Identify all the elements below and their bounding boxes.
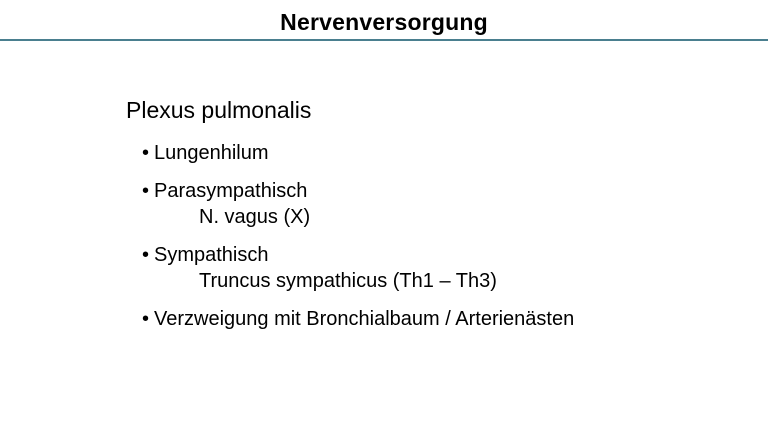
- bullet-text: Parasympathisch: [154, 180, 308, 202]
- bullet-detail: N. vagus (X): [199, 206, 311, 228]
- bullet-icon: •: [142, 142, 150, 164]
- bullet-list: [126, 140, 746, 332]
- bullet-item-sympathisch: [126, 242, 746, 294]
- bullet-text: Lungenhilum: [154, 142, 269, 164]
- bullet-item-lungenhilum: [126, 140, 746, 166]
- bullet-text: Verzweigung mit Bronchialbaum / Arterienästen: [154, 308, 575, 330]
- bullet-item-parasympathisch: [126, 178, 746, 230]
- bullet-detail: Truncus sympathicus (Th1 – Th3): [199, 270, 497, 292]
- slide-title: Nervenversorgung: [280, 9, 488, 35]
- bullet-icon: •: [142, 244, 150, 266]
- title-divider: [0, 39, 768, 41]
- slide-content: [126, 95, 746, 344]
- bullet-text: Sympathisch: [154, 244, 269, 266]
- bullet-icon: •: [142, 308, 150, 330]
- subheading: Plexus pulmonalis: [126, 97, 312, 123]
- bullet-item-verzweigung: [126, 306, 746, 332]
- bullet-icon: •: [142, 180, 150, 202]
